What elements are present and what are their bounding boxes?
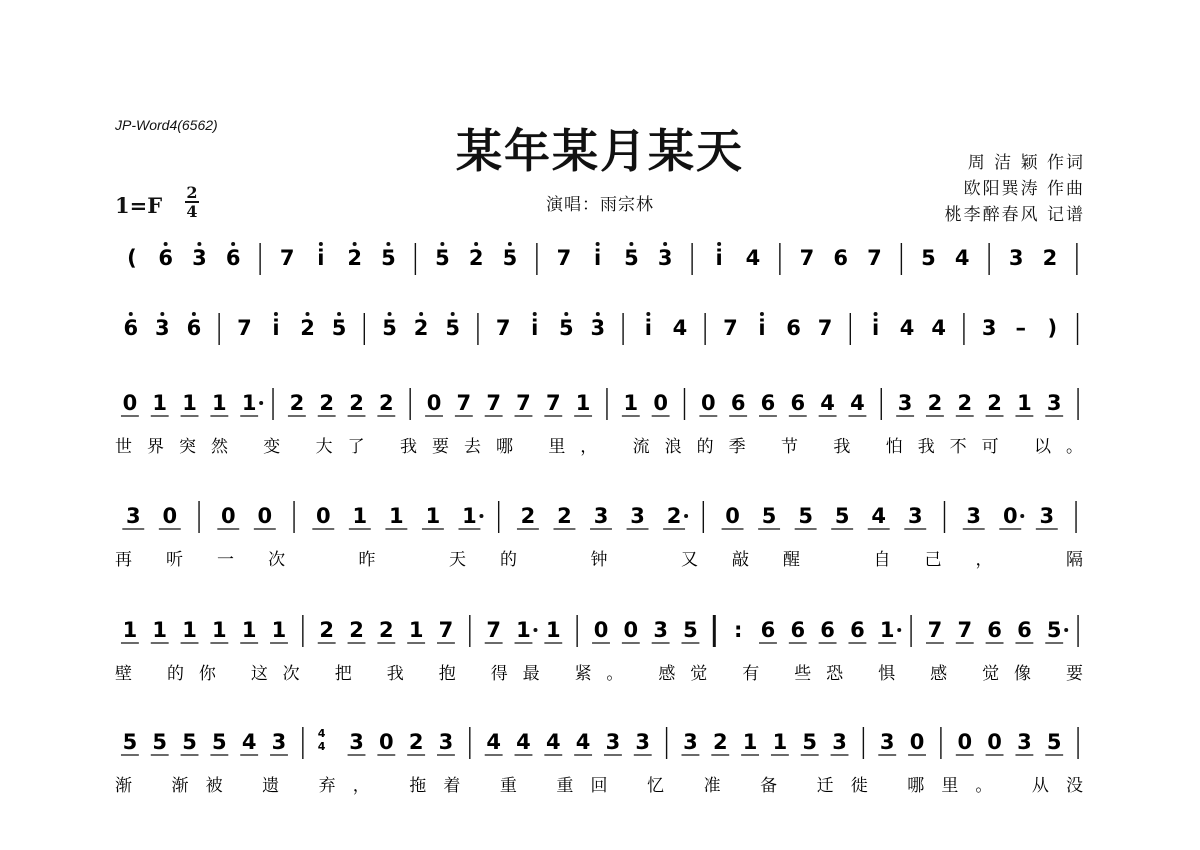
note: 0 (653, 391, 668, 415)
note: 5 (1046, 730, 1062, 754)
note: 4 (545, 730, 561, 754)
note: 2 (289, 391, 305, 415)
octave-dot (451, 312, 455, 316)
octave-dot (419, 312, 423, 316)
transcriber-credit: 桃李醉春风 记谱 (944, 205, 1085, 225)
note: 7 (516, 391, 531, 415)
note: : (733, 618, 743, 642)
note: 0 (257, 504, 273, 528)
note: 3 (192, 246, 207, 270)
score-system (115, 727, 1087, 796)
key-signature: 1=F (115, 193, 163, 218)
note: 2 (413, 316, 429, 340)
note: i (758, 316, 766, 340)
octave-dot (508, 242, 512, 246)
octave-dot (564, 312, 568, 316)
note: 6 (790, 618, 806, 642)
note: 1 (152, 391, 168, 415)
note: 0 (220, 504, 236, 528)
note: 3 (438, 730, 454, 754)
note: 7 (237, 316, 252, 340)
software-watermark: JP-Word4(6562) (115, 117, 218, 133)
note: 3 (349, 730, 364, 754)
note: 6 (760, 618, 776, 642)
note: 2 (987, 391, 1002, 415)
note: 4 (871, 504, 887, 528)
score-system (115, 388, 1087, 457)
octave-dot (231, 242, 235, 246)
note: 2 (468, 246, 484, 270)
note: 3 (1039, 504, 1055, 528)
note: 3 (635, 730, 651, 754)
note: 5 (921, 246, 936, 270)
note: 3 (879, 730, 895, 754)
note: 0 (909, 730, 925, 754)
lyric-line: 再听一次 昨 天的 钟 又敲醒 自己， 隔 (115, 550, 1088, 570)
note: 4 (899, 316, 915, 340)
composer-credit: 欧阳巽涛 作曲 (963, 179, 1085, 199)
note: 1 (212, 391, 227, 415)
note: 2 (927, 391, 943, 415)
note: 3 (653, 618, 668, 642)
note: i (272, 316, 280, 340)
note: 5 (798, 504, 813, 528)
octave-dot (274, 312, 278, 316)
note: 7 (438, 618, 454, 642)
note: 1 (545, 618, 561, 642)
note: 1 (425, 504, 441, 528)
note: 2 (349, 391, 364, 415)
note: 0 (426, 391, 442, 415)
note: 1 (241, 618, 257, 642)
meter-change-bottom: 4 (317, 740, 326, 753)
note: 6 (790, 391, 806, 415)
octave-dot (386, 242, 390, 246)
note: – (1015, 316, 1026, 340)
note: 1 (182, 618, 197, 642)
octave-dot (596, 312, 600, 316)
note: 2 (319, 618, 335, 642)
note: 1 (462, 504, 477, 528)
note: 2 (349, 618, 364, 642)
note: 1 (271, 618, 287, 642)
octave-dot (663, 242, 667, 246)
octave-dot (646, 312, 650, 316)
augmentation-dot (897, 628, 901, 632)
note: 0 (987, 730, 1002, 754)
note: 5 (558, 316, 574, 340)
octave-dot (596, 242, 600, 246)
note: 4 (850, 391, 865, 415)
note: 1 (389, 504, 404, 528)
note: 0 (593, 618, 609, 642)
note: 3 (683, 730, 698, 754)
singer-credit: 演唱：雨宗林 (546, 195, 654, 215)
note: 1 (879, 618, 895, 642)
note: 6 (225, 246, 241, 270)
note: 3 (125, 504, 141, 528)
note: 0 (623, 618, 639, 642)
note: 2 (379, 391, 394, 415)
note: 2 (957, 391, 973, 415)
octave-dot (160, 312, 164, 316)
note: 4 (241, 730, 257, 754)
note: 6 (158, 246, 173, 270)
note: 3 (832, 730, 847, 754)
note: 1 (623, 391, 639, 415)
note: 6 (186, 316, 202, 340)
note: 5 (381, 246, 396, 270)
note: 0 (957, 730, 973, 754)
octave-dot (717, 242, 721, 246)
note: 2 (379, 618, 394, 642)
octave-dot (388, 312, 392, 316)
note: 5 (1046, 618, 1062, 642)
note: 1 (516, 618, 531, 642)
note: 3 (271, 730, 287, 754)
octave-dot (319, 242, 323, 246)
note: 7 (486, 618, 501, 642)
note: 4 (575, 730, 591, 754)
note: 6 (1017, 618, 1032, 642)
note: i (531, 316, 539, 340)
note: 1 (122, 618, 138, 642)
note: 3 (981, 316, 997, 340)
note: 7 (799, 246, 815, 270)
note: 3 (657, 246, 673, 270)
note: 3 (630, 504, 645, 528)
note: 3 (1017, 730, 1032, 754)
note: 6 (833, 246, 848, 270)
score-system (123, 312, 1077, 345)
note: 1 (241, 391, 257, 415)
note: 3 (897, 391, 913, 415)
note: ( (127, 246, 137, 270)
lyric-line: 渐 渐被 遗 弃， 拖着 重 重回 忆 准 备 迁徙 哪里。 从没 (115, 776, 1087, 796)
note: 5 (683, 618, 698, 642)
note: 0 (701, 391, 716, 415)
note: i (715, 246, 723, 270)
note: 7 (495, 316, 511, 340)
note: 3 (966, 504, 982, 528)
note: i (594, 246, 602, 270)
meter-change-top: 4 (317, 727, 326, 740)
note: 1 (408, 618, 424, 642)
note: 3 (1046, 391, 1062, 415)
note: 5 (382, 316, 397, 340)
note: 2 (347, 246, 362, 270)
octave-dot (760, 312, 764, 316)
note: 0 (315, 504, 331, 528)
note: 2 (1042, 246, 1058, 270)
note: 3 (907, 504, 923, 528)
note: 7 (957, 618, 973, 642)
note: 5 (122, 730, 138, 754)
note: 6 (123, 316, 139, 340)
octave-dot (192, 312, 196, 316)
note: 1 (1017, 391, 1032, 415)
note: 5 (331, 316, 347, 340)
note: 0 (1002, 504, 1018, 528)
note: 0 (379, 730, 394, 754)
octave-dot (474, 242, 478, 246)
note: 4 (954, 246, 970, 270)
note: i (871, 316, 880, 340)
note: 5 (502, 246, 518, 270)
note: 5 (445, 316, 460, 340)
song-title: 某年某月某天 (456, 124, 744, 178)
note: 1 (575, 391, 591, 415)
note: 6 (820, 618, 835, 642)
note: 3 (593, 504, 609, 528)
octave-dot (629, 242, 633, 246)
note: 5 (802, 730, 818, 754)
note: 2 (712, 730, 728, 754)
note: 4 (516, 730, 531, 754)
note: 6 (850, 618, 865, 642)
note: 0 (122, 391, 138, 415)
note: 7 (556, 246, 572, 270)
note: 0 (725, 504, 740, 528)
augmentation-dot (1064, 628, 1068, 632)
time-signature-bottom: 4 (186, 202, 198, 221)
note: 2 (300, 316, 315, 340)
note: 2 (666, 504, 682, 528)
note: 4 (931, 316, 946, 340)
note: 3 (155, 316, 170, 340)
octave-dot (440, 242, 444, 246)
note: 1 (152, 618, 168, 642)
augmentation-dot (533, 628, 537, 632)
note: i (317, 246, 325, 270)
note: 4 (672, 316, 688, 340)
score-system (115, 615, 1087, 684)
augmentation-dot (479, 514, 483, 518)
note: 5 (761, 504, 777, 528)
note: 4 (745, 246, 761, 270)
note: 1 (212, 618, 227, 642)
note: 2 (319, 391, 335, 415)
octave-dot (164, 242, 168, 246)
note: 6 (786, 316, 801, 340)
octave-dot (197, 242, 201, 246)
note: 0 (162, 504, 178, 528)
note: 5 (624, 246, 639, 270)
note: 5 (834, 504, 850, 528)
lyric-line: 壁 的你 这次 把 我 抱 得最 紧。 感觉 有 些恐 惧 感 觉像 要 (115, 664, 1087, 684)
octave-dot (353, 242, 357, 246)
octave-dot (874, 312, 878, 316)
note: 1 (742, 730, 758, 754)
note: 4 (820, 391, 835, 415)
note: i (644, 316, 652, 340)
note: 7 (486, 391, 501, 415)
score-system (115, 501, 1087, 570)
score-system (127, 242, 1077, 275)
note: 1 (772, 730, 788, 754)
octave-dot (533, 312, 537, 316)
note: 3 (1008, 246, 1024, 270)
note: 7 (817, 316, 833, 340)
note: 7 (867, 246, 882, 270)
note: 2 (408, 730, 424, 754)
note: 3 (590, 316, 606, 340)
note: 4 (486, 730, 501, 754)
note: 1 (182, 391, 197, 415)
note: 3 (605, 730, 621, 754)
note: 7 (927, 618, 943, 642)
lyricist-credit: 周 洁 颖 作词 (967, 153, 1085, 173)
note: ) (1047, 316, 1058, 340)
octave-dot (129, 312, 133, 316)
octave-dot (337, 312, 341, 316)
note: 2 (557, 504, 572, 528)
augmentation-dot (259, 401, 263, 405)
note: 7 (456, 391, 472, 415)
augmentation-dot (1020, 514, 1024, 518)
note: 5 (152, 730, 168, 754)
note: 7 (723, 316, 738, 340)
note: 5 (212, 730, 227, 754)
note: 1 (352, 504, 368, 528)
augmentation-dot (684, 514, 688, 518)
note: 2 (520, 504, 536, 528)
note: 7 (545, 391, 561, 415)
note: 6 (760, 391, 776, 415)
time-signature-top: 2 (186, 183, 198, 202)
note: 5 (435, 246, 450, 270)
note: 5 (182, 730, 197, 754)
note: 7 (279, 246, 295, 270)
octave-dot (306, 312, 310, 316)
note: 6 (987, 618, 1002, 642)
lyric-line: 世界突然 变 大了 我要去哪 里， 流浪的季 节 我 怕我不可 以。 (115, 437, 1087, 457)
note: 6 (730, 391, 746, 415)
